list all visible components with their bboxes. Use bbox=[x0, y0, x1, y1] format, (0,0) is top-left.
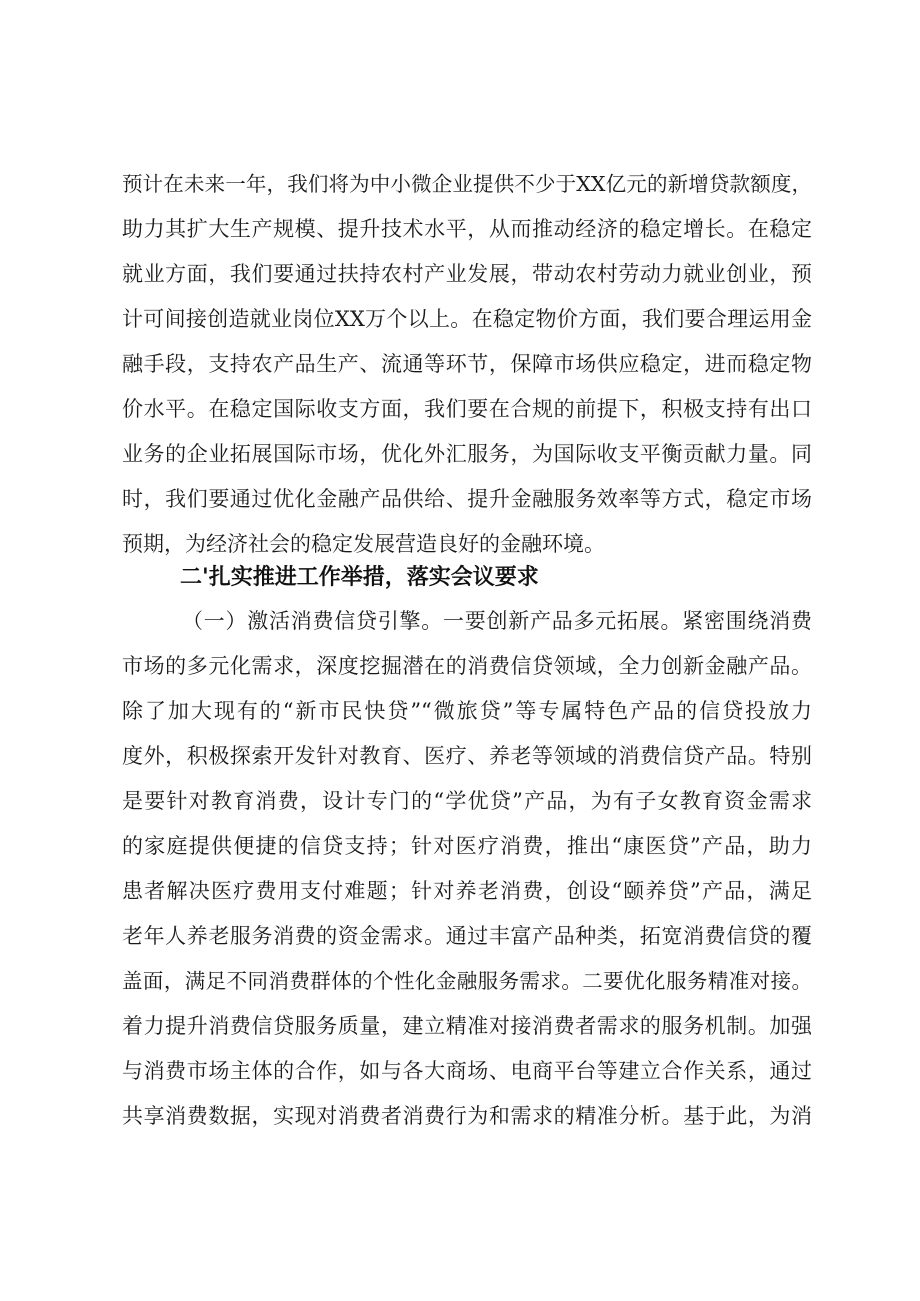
paragraph-line: 时，我们要通过优化金融产品供给、提升金融服务效率等方式，稳定市场 bbox=[122, 487, 812, 511]
paragraph-line: 预计在未来一年，我们将为中小微企业提供不少于XX亿元的新增贷款额度， bbox=[122, 172, 812, 196]
section-heading: 二'扎实推进工作举措，落实会议要求 bbox=[180, 565, 539, 590]
paragraph-line: 老年人养老服务消费的资金需求。通过丰富产品种类，拓宽消费信贷的覆 bbox=[122, 924, 812, 948]
paragraph-line: 共享消费数据，实现对消费者消费行为和需求的精准分析。基于此，为消 bbox=[122, 1104, 812, 1128]
paragraph-line: 的家庭提供便捷的信贷支持；针对医疗消费，推出“康医贷”产品，助力 bbox=[122, 834, 812, 858]
paragraph-line: 除了加大现有的“新市民快贷”“微旅贷”等专属特色产品的信贷投放力 bbox=[122, 699, 812, 723]
paragraph-line: 计可间接创造就业岗位XX万个以上。在稳定物价方面，我们要合理运用金 bbox=[122, 307, 812, 331]
paragraph-line: 助力其扩大生产规模、提升技术水平，从而推动经济的稳定增长。在稳定 bbox=[122, 217, 812, 241]
paragraph-line: 度外，积极探索开发针对教育、医疗、养老等领域的消费信贷产品。特别 bbox=[122, 744, 812, 768]
paragraph-line: 预期，为经济社会的稳定发展营造良好的金融环境。 bbox=[122, 532, 605, 556]
paragraph-line: （一）激活消费信贷引擎。一要创新产品多元拓展。紧密围绕消费 bbox=[182, 609, 812, 633]
paragraph-line: 患者解决医疗费用支付难题；针对养老消费，创设“颐养贷”产品，满足 bbox=[122, 879, 812, 903]
paragraph-line: 就业方面，我们要通过扶持农村产业发展，带动农村劳动力就业创业，预 bbox=[122, 262, 812, 286]
paragraph-line: 着力提升消费信贷服务质量，建立精准对接消费者需求的服务机制。加强 bbox=[122, 1014, 812, 1038]
paragraph-line: 业务的企业拓展国际市场，优化外汇服务，为国际收支平衡贡献力量。同 bbox=[122, 442, 812, 466]
paragraph-line: 盖面，满足不同消费群体的个性化金融服务需求。二要优化服务精准对接。 bbox=[122, 969, 812, 993]
paragraph-line: 与消费市场主体的合作，如与各大商场、电商平台等建立合作关系，通过 bbox=[122, 1059, 812, 1083]
paragraph-line: 融手段，支持农产品生产、流通等环节，保障市场供应稳定，进而稳定物 bbox=[122, 352, 812, 376]
paragraph-line: 是要针对教育消费，设计专门的“学优贷”产品，为有子女教育资金需求 bbox=[122, 789, 812, 813]
paragraph-line: 价水平。在稳定国际收支方面，我们要在合规的前提下，积极支持有出口 bbox=[122, 397, 812, 421]
paragraph-line: 市场的多元化需求，深度挖掘潜在的消费信贷领域，全力创新金融产品。 bbox=[122, 654, 812, 678]
